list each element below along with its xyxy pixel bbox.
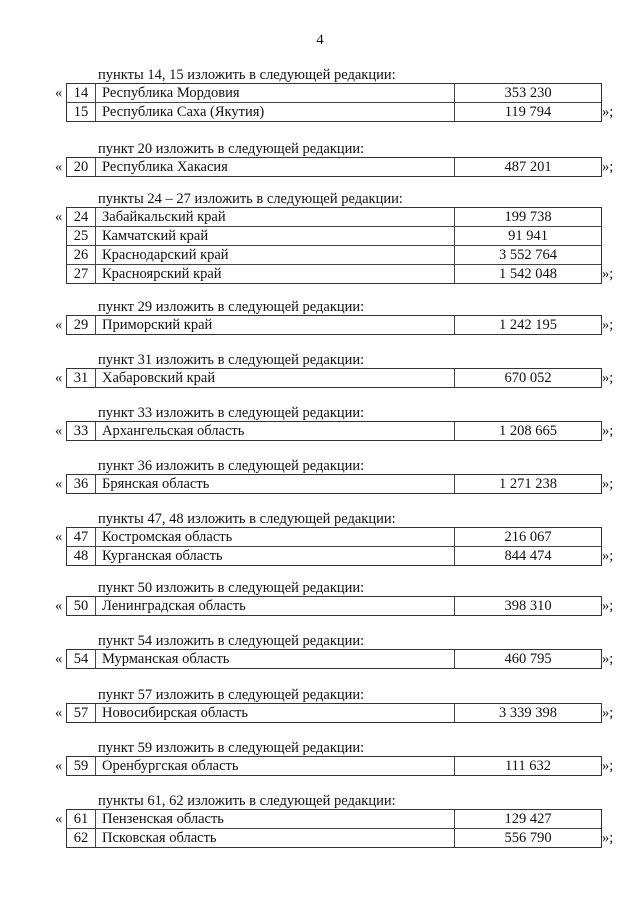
amount-value: 3 339 398 — [499, 705, 557, 721]
closing-quote: »; — [602, 370, 614, 386]
amount-value: 1 208 665 — [499, 423, 557, 439]
opening-quote: « — [55, 705, 63, 721]
opening-quote: « — [55, 811, 63, 827]
region-name: Забайкальский край — [96, 208, 455, 226]
amount-value: 353 230 — [504, 85, 552, 101]
amount-value: 199 738 — [504, 209, 552, 225]
amendment-intro: пункты 14, 15 изложить в следующей редакции: — [98, 67, 396, 83]
table-row — [67, 84, 601, 102]
closing-quote: »; — [602, 104, 614, 120]
row-number: 61 — [67, 810, 96, 828]
row-number: 24 — [67, 208, 96, 226]
amount-value: 398 310 — [504, 598, 552, 614]
region-table — [66, 368, 602, 388]
table-row — [67, 158, 601, 176]
region-table — [66, 756, 602, 776]
opening-quote: « — [55, 209, 63, 225]
closing-quote: »; — [602, 651, 614, 667]
row-number: 14 — [67, 84, 96, 102]
row-number: 25 — [67, 227, 96, 245]
row-number: 54 — [67, 650, 96, 668]
row-number: 36 — [67, 475, 96, 493]
closing-quote: »; — [602, 476, 614, 492]
opening-quote: « — [55, 598, 63, 614]
closing-quote: »; — [602, 266, 614, 282]
closing-quote: »; — [602, 830, 614, 846]
amount-value: 119 794 — [504, 104, 552, 120]
amendment-intro: пункты 47, 48 изложить в следующей редакции: — [98, 511, 396, 527]
region-table — [66, 421, 602, 441]
region-table — [66, 596, 602, 616]
table-row — [67, 422, 601, 440]
opening-quote: « — [55, 476, 63, 492]
region-name: Краснодарский край — [96, 246, 455, 264]
row-number: 57 — [67, 704, 96, 722]
table-row — [67, 704, 601, 722]
region-table — [66, 809, 602, 848]
amendment-intro: пункт 29 изложить в следующей редакции: — [98, 299, 365, 315]
opening-quote: « — [55, 85, 63, 101]
page-number: 4 — [316, 32, 324, 48]
region-table — [66, 474, 602, 494]
amount-value: 91 941 — [508, 228, 548, 244]
row-number: 27 — [67, 265, 96, 283]
closing-quote: »; — [602, 598, 614, 614]
row-number: 31 — [67, 369, 96, 387]
region-table — [66, 207, 602, 284]
region-name: Республика Мордовия — [96, 84, 455, 102]
table-row — [67, 810, 601, 828]
row-number: 59 — [67, 757, 96, 775]
table-row — [67, 597, 601, 615]
region-name: Курганская область — [96, 547, 455, 565]
region-name: Пензенская область — [96, 810, 455, 828]
closing-quote: »; — [602, 548, 614, 564]
amendment-intro: пункт 33 изложить в следующей редакции: — [98, 405, 365, 421]
region-table — [66, 649, 602, 669]
amendment-intro: пункт 57 изложить в следующей редакции: — [98, 687, 365, 703]
table-row — [67, 528, 601, 546]
opening-quote: « — [55, 317, 63, 333]
amendment-intro: пункты 61, 62 изложить в следующей редакции: — [98, 793, 396, 809]
row-number: 47 — [67, 528, 96, 546]
region-name: Республика Хакасия — [96, 158, 455, 176]
region-name: Псковская область — [96, 829, 455, 847]
closing-quote: »; — [602, 758, 614, 774]
opening-quote: « — [55, 423, 63, 439]
region-table — [66, 703, 602, 723]
region-name: Костромская область — [96, 528, 455, 546]
row-number: 33 — [67, 422, 96, 440]
row-number: 15 — [67, 103, 96, 121]
amount-value: 487 201 — [504, 159, 552, 175]
region-name: Красноярский край — [96, 265, 455, 283]
row-number: 48 — [67, 547, 96, 565]
table-row — [67, 264, 601, 283]
region-name: Приморский край — [96, 316, 455, 334]
region-table — [66, 157, 602, 177]
amount-value: 1 271 238 — [499, 476, 557, 492]
table-row — [67, 245, 601, 264]
amendment-intro: пункты 24 – 27 изложить в следующей редакции: — [98, 191, 403, 207]
amendment-intro: пункт 20 изложить в следующей редакции: — [98, 141, 365, 157]
row-number: 29 — [67, 316, 96, 334]
amount-value: 460 795 — [504, 651, 552, 667]
region-name: Брянская область — [96, 475, 455, 493]
amendment-intro: пункт 54 изложить в следующей редакции: — [98, 633, 365, 649]
region-name: Мурманская область — [96, 650, 455, 668]
amendment-intro: пункт 31 изложить в следующей редакции: — [98, 352, 365, 368]
region-table — [66, 83, 602, 122]
region-table — [66, 315, 602, 335]
table-row — [67, 546, 601, 565]
region-name: Республика Саха (Якутия) — [96, 103, 455, 121]
table-row — [67, 316, 601, 334]
region-name: Архангельская область — [96, 422, 455, 440]
table-row — [67, 475, 601, 493]
opening-quote: « — [55, 651, 63, 667]
amount-value: 1 242 195 — [499, 317, 557, 333]
opening-quote: « — [55, 529, 63, 545]
amount-value: 844 474 — [504, 548, 552, 564]
amount-value: 129 427 — [504, 811, 552, 827]
region-name: Камчатский край — [96, 227, 455, 245]
amount-value: 1 542 048 — [499, 266, 557, 282]
region-table — [66, 527, 602, 566]
closing-quote: »; — [602, 423, 614, 439]
closing-quote: »; — [602, 705, 614, 721]
region-name: Оренбургская область — [96, 757, 455, 775]
region-name: Хабаровский край — [96, 369, 455, 387]
row-number: 26 — [67, 246, 96, 264]
row-number: 62 — [67, 829, 96, 847]
region-name: Ленинградская область — [96, 597, 455, 615]
amendment-intro: пункт 50 изложить в следующей редакции: — [98, 580, 365, 596]
amendment-intro: пункт 59 изложить в следующей редакции: — [98, 740, 365, 756]
table-row — [67, 650, 601, 668]
row-number: 20 — [67, 158, 96, 176]
amount-value: 3 552 764 — [499, 247, 557, 263]
amount-value: 111 632 — [504, 758, 552, 774]
amount-value: 670 052 — [504, 370, 552, 386]
table-row — [67, 208, 601, 226]
amount-value: 556 790 — [504, 830, 552, 846]
opening-quote: « — [55, 758, 63, 774]
opening-quote: « — [55, 159, 63, 175]
table-row — [67, 102, 601, 121]
table-row — [67, 757, 601, 775]
table-row — [67, 226, 601, 245]
table-row — [67, 828, 601, 847]
opening-quote: « — [55, 370, 63, 386]
row-number: 50 — [67, 597, 96, 615]
amount-value: 216 067 — [504, 529, 552, 545]
closing-quote: »; — [602, 317, 614, 333]
closing-quote: »; — [602, 159, 614, 175]
region-name: Новосибирская область — [96, 704, 455, 722]
table-row — [67, 369, 601, 387]
amendment-intro: пункт 36 изложить в следующей редакции: — [98, 458, 365, 474]
